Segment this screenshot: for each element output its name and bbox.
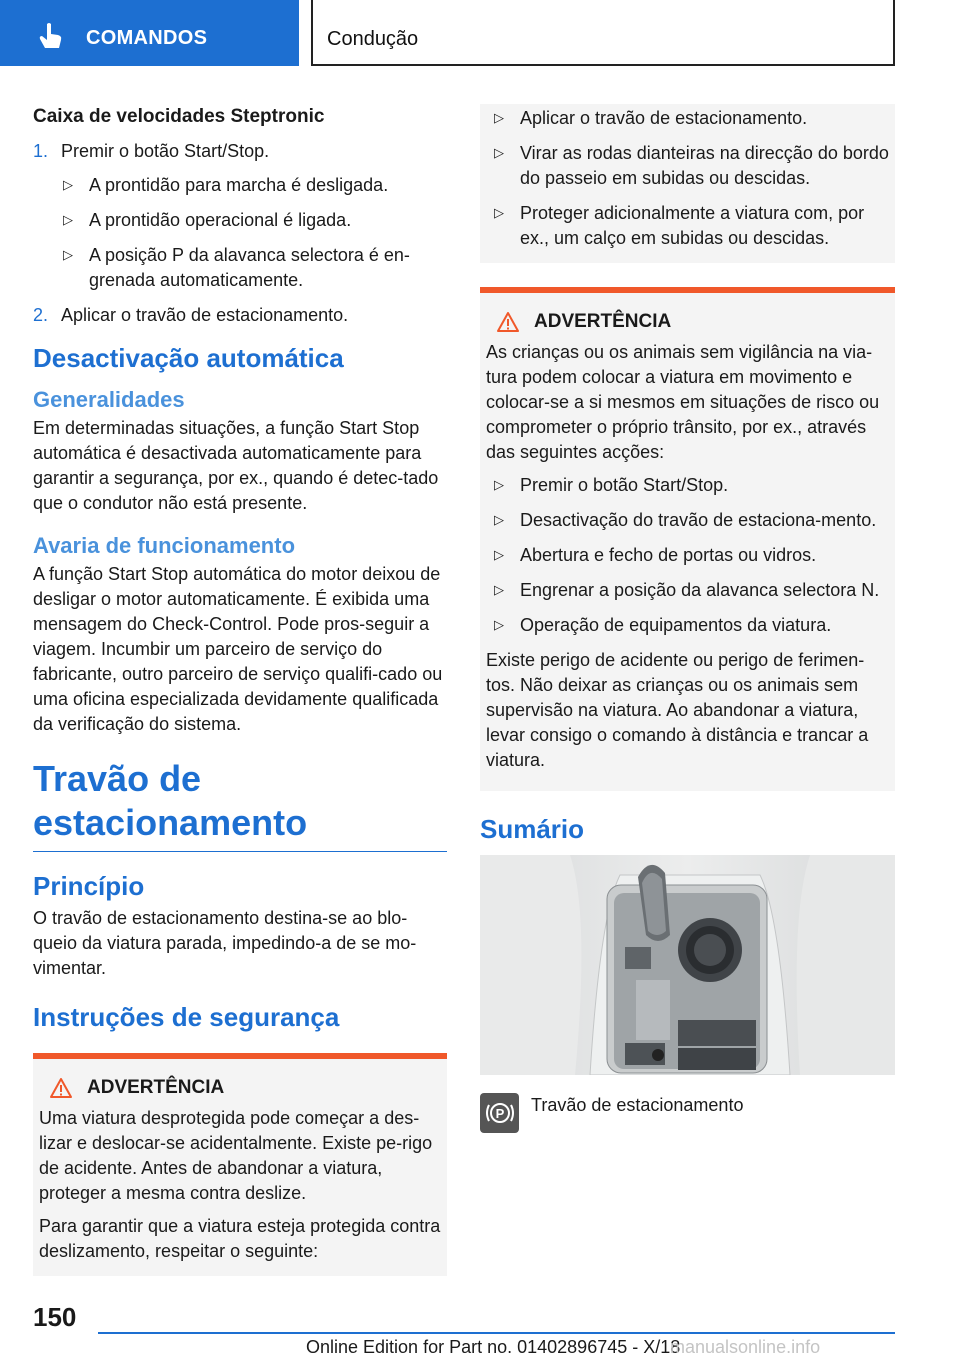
warning-title-text: ADVERTÊNCIA (87, 1077, 225, 1098)
step-number: 2. (33, 305, 49, 325)
principle-paragraph: O travão de estacionamento destina-se ao blo-queio da viatura parada, impedindo-a de se mo-vimentar. (33, 908, 417, 978)
warning-paragraph: Para garantir que a viatura esteja protegida contra deslizamento, respeitar o seguinte: (39, 1216, 441, 1261)
list-item: ▷ Aplicar o travão de estacionamento. (492, 106, 889, 131)
warning-triangle-icon (496, 311, 520, 333)
step-text: Premir o botão Start/Stop. (61, 141, 270, 161)
list-item: ▷ Abertura e fecho de portas ou vidros. (492, 543, 889, 568)
section-tab-label: COMANDOS (86, 27, 208, 49)
list-item: ▷ A prontidão para marcha é desligada. (61, 173, 447, 198)
warning-continuation-box (480, 104, 895, 263)
warning-triangle-icon (49, 1077, 73, 1099)
malfunction-heading: Avaria de funcionamento (33, 533, 296, 558)
list-item: ▷ Virar as rodas dianteiras na direcção do bordo do passeio em subidas ou descidas. (492, 141, 889, 191)
right-column (480, 104, 895, 1133)
list-item: ▷ A prontidão operacional é ligada. (61, 208, 447, 233)
breadcrumb-label: Condução (327, 28, 419, 50)
list-item: ▷ Engrenar a posição da alavanca selectora N. (492, 578, 889, 603)
steps-list (33, 139, 447, 328)
left-column (33, 104, 447, 1276)
warning-paragraph: As crianças ou os animais sem vigilância na via-tura podem colocar a viatura em movimento e colocar-se a si mesmos em situações de risco ou comprometer o próprio trânsito, por ex., através das seguintes acções: (486, 342, 880, 462)
breadcrumb (311, 0, 895, 66)
summary-heading: Sumário (480, 814, 585, 844)
step-text: Aplicar o travão de estacionamento. (61, 305, 349, 325)
warning-title (39, 1075, 441, 1100)
list-item: ▷ Desactivação do travão de estaciona-mento. (492, 508, 889, 533)
footer-divider (98, 1332, 895, 1334)
warning-box (33, 1053, 447, 1276)
bullet-list (61, 173, 447, 293)
page-number: 150 (33, 1302, 77, 1332)
warning-title-text: ADVERTÊNCIA (534, 311, 672, 332)
list-item: ▷ Operação de equipamentos da viatura. (492, 613, 889, 638)
step-number: 1. (33, 141, 49, 161)
list-item: ▷ A posição P da alavanca selectora é en-grenada automaticamente. (61, 243, 447, 293)
deactivation-heading: Desactivação automática (33, 343, 344, 373)
hand-pointer-icon (36, 22, 66, 50)
list-item: ▷ Premir o botão Start/Stop. (492, 473, 889, 498)
center-console-photo (480, 855, 895, 1075)
watermark: manualsonline.info (670, 1337, 821, 1357)
list-item: ▷ Proteger adicionalmente a viatura com, por ex., um calço em subidas ou descidas. (492, 201, 889, 251)
general-heading: Generalidades (33, 387, 185, 412)
parking-brake-icon (480, 1093, 519, 1133)
warning-box (480, 287, 895, 791)
warning-title (486, 309, 889, 334)
section-tab[interactable] (0, 0, 299, 66)
malfunction-paragraph: A função Start Stop automática do motor deixou de desligar o motor automaticamente. É exibida uma mensagem do Check-Control. Pode pros-seguir a viagem. Incumbir um parceiro de serviço do fabricante, outro parceiro de serviço qualifi-cado ou uma oficina especializada devidamente qualificada da verificação do sistema. (33, 564, 443, 734)
steptronic-title: Caixa de velocidades Steptronic (33, 106, 325, 127)
warning-paragraph: Existe perigo de acidente ou perigo de ferimen-tos. Não deixar as crianças ou os animais sem supervisão na viatura. Ao abandonar a viatura, levar consigo o comando à distância e trancar a viatura. (486, 650, 869, 770)
general-paragraph: Em determinadas situações, a função Start Stop automática é desactivada automaticamente para garantir a segurança, por ex., quando é detec-tado que o condutor não está presente. (33, 418, 439, 513)
list-item (33, 139, 447, 293)
parking-brake-heading: Travão de estacionamento (33, 757, 447, 852)
svg-text:P: P (495, 1106, 504, 1121)
safety-heading: Instruções de segurança (33, 1002, 340, 1032)
list-item (33, 303, 447, 328)
legend-label: Travão de estacionamento (531, 1095, 744, 1115)
legend-row (480, 1093, 895, 1133)
edition-text: Online Edition for Part no. 01402896745 - X/18 (306, 1337, 681, 1357)
warning-paragraph: Uma viatura desprotegida pode começar a des-lizar e deslocar-se acidentalmente. Existe pe-rigo de acidente. Antes de abandonar a viatura, proteger a mesma contra deslize. (39, 1108, 433, 1203)
principle-heading: Princípio (33, 871, 145, 901)
